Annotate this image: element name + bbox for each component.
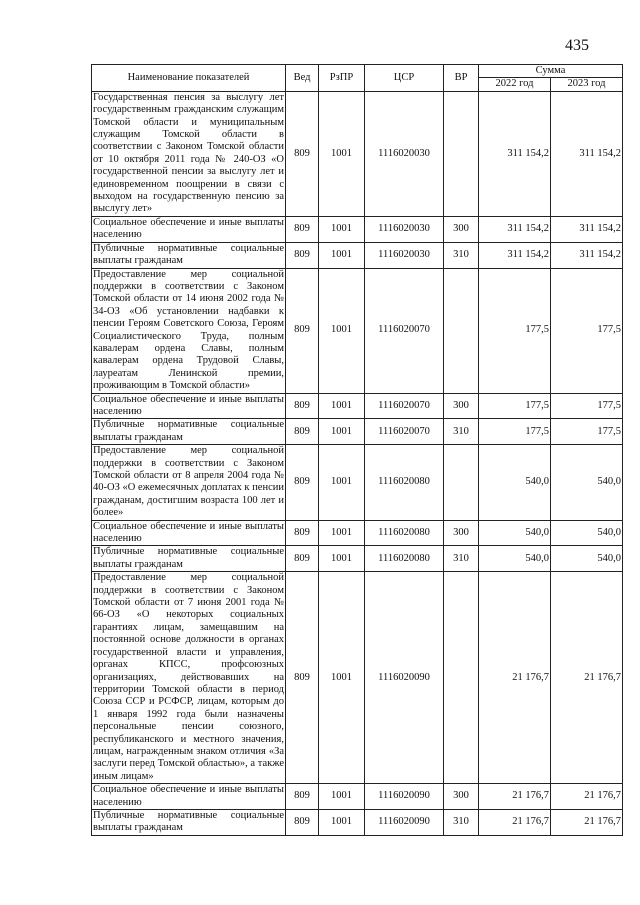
row-amount-2022: 21 176,7 [479,572,551,784]
row-vr [444,91,479,216]
table-row [92,445,623,520]
row-amount-2023: 311 154,2 [551,91,623,216]
row-ved: 809 [286,419,319,445]
header-vr: ВР [444,65,479,92]
table-row [92,393,623,419]
table-row [92,91,623,216]
row-rzpr: 1001 [319,546,365,572]
row-vr: 300 [444,784,479,810]
row-vr [444,445,479,520]
row-ved: 809 [286,216,319,242]
row-csr: 1116020030 [365,91,444,216]
row-rzpr: 1001 [319,809,365,835]
row-vr: 310 [444,242,479,268]
row-amount-2022: 540,0 [479,520,551,546]
row-vr: 310 [444,419,479,445]
row-name: Публичные нормативные социальные выплаты гражданам [93,809,284,834]
table-row [92,216,623,242]
row-amount-2023: 21 176,7 [551,572,623,784]
row-csr: 1116020030 [365,242,444,268]
row-amount-2023: 540,0 [551,445,623,520]
header-csr: ЦСР [365,65,444,92]
row-rzpr: 1001 [319,445,365,520]
row-csr: 1116020080 [365,445,444,520]
row-rzpr: 1001 [319,520,365,546]
row-ved: 809 [286,242,319,268]
row-name: Социальное обеспечение и иные выплаты населению [93,784,284,808]
row-csr: 1116020070 [365,268,444,393]
row-amount-2022: 540,0 [479,445,551,520]
row-amount-2023: 311 154,2 [551,216,623,242]
row-amount-2022: 177,5 [479,268,551,393]
row-amount-2023: 177,5 [551,419,623,445]
row-csr: 1116020030 [365,216,444,242]
table-row [92,809,623,835]
header-name: Наименование показателей [92,65,286,92]
table-row [92,784,623,810]
row-amount-2022: 21 176,7 [479,809,551,835]
row-csr: 1116020090 [365,784,444,810]
row-ved: 809 [286,572,319,784]
row-csr: 1116020070 [365,393,444,419]
row-name: Социальное обеспечение и иные выплаты населению [93,393,284,417]
row-vr [444,572,479,784]
row-amount-2023: 540,0 [551,520,623,546]
row-vr: 310 [444,809,479,835]
row-amount-2023: 21 176,7 [551,809,623,835]
table-row [92,520,623,546]
row-csr: 1116020090 [365,572,444,784]
row-ved: 809 [286,91,319,216]
table-row [92,419,623,445]
row-name: Социальное обеспечение и иные выплаты населению [93,520,284,545]
row-amount-2022: 311 154,2 [479,242,551,268]
row-amount-2022: 177,5 [479,419,551,445]
row-amount-2022: 540,0 [479,546,551,572]
row-name: Публичные нормативные социальные выплаты гражданам [93,242,284,267]
table-row [92,242,623,268]
row-vr: 300 [444,520,479,546]
row-amount-2023: 540,0 [551,546,623,572]
row-name: Государственная пенсия за выслугу лет государственным гражданским служащим Томской области и муниципальным служащим Томской области в соответствии с Законом Томской области от 10 октября 2011 года № 240-ОЗ «О государственной пенсии за выслугу лет и единовременном поощрении в связи с выходом на государственную пенсию за выслугу лет» [93,91,284,215]
row-vr: 310 [444,546,479,572]
page-number: 435 [565,37,589,54]
row-ved: 809 [286,393,319,419]
row-ved: 809 [286,809,319,835]
header-year-2023: 2023 год [551,78,623,91]
row-rzpr: 1001 [319,242,365,268]
row-vr [444,268,479,393]
row-rzpr: 1001 [319,419,365,445]
header-rzpr: РзПР [319,65,365,92]
row-rzpr: 1001 [319,784,365,810]
row-rzpr: 1001 [319,216,365,242]
row-amount-2022: 311 154,2 [479,216,551,242]
table-row [92,546,623,572]
row-name: Предоставление мер социальной поддержки в соответствии с Законом Томской области от 8 апреля 2004 года № 40-ОЗ «О ежемесячных доплатах к пенсии гражданам, достигшим возраста 100 лет и более» [93,445,284,519]
row-amount-2022: 21 176,7 [479,784,551,810]
budget-table [91,64,623,836]
row-amount-2023: 21 176,7 [551,784,623,810]
row-name: Публичные нормативные социальные выплаты гражданам [93,546,284,570]
header-sum: Сумма [479,65,623,78]
row-amount-2022: 311 154,2 [479,91,551,216]
row-ved: 809 [286,445,319,520]
row-csr: 1116020090 [365,809,444,835]
row-csr: 1116020080 [365,520,444,546]
row-name: Предоставление мер социальной поддержки в соответствии с Законом Томской области от 14 июня 2002 года № 34-ОЗ «Об установлении надбавки к пенсии Героям Советского Союза, Героям Социалистического Труда, полным кавалерам ордена Славы, полным кавалерам ордена Трудовой Славы, лауреатам Ленинской премии, проживающим в Томской области» [93,268,284,392]
row-amount-2022: 177,5 [479,393,551,419]
row-rzpr: 1001 [319,268,365,393]
row-name: Социальное обеспечение и иные выплаты населению [93,216,284,241]
row-ved: 809 [286,546,319,572]
row-amount-2023: 311 154,2 [551,242,623,268]
header-year-2022: 2022 год [479,78,551,91]
table-body [92,91,623,835]
row-rzpr: 1001 [319,572,365,784]
row-vr: 300 [444,393,479,419]
row-amount-2023: 177,5 [551,268,623,393]
header-ved: Вед [286,65,319,92]
row-rzpr: 1001 [319,393,365,419]
row-name: Публичные нормативные социальные выплаты гражданам [93,419,284,443]
row-ved: 809 [286,784,319,810]
row-name: Предоставление мер социальной поддержки в соответствии с Законом Томской области от 7 июня 2001 года № 66-ОЗ «О некоторых социальных гарантиях лицам, замещавшим на постоянной основе должности в органах государственной власти и управления, органах КПСС, профсоюзных организациях, действовавших на территории Томской области в период Союза ССР и РСФСР, лицам, которым до 1 января 1992 года были назначены персональные пенсии союзного, республиканского и местного значения, лицам, награжденным знаком отличия «За заслуги перед Томской областью», а также иным лицам» [93,572,284,782]
row-csr: 1116020070 [365,419,444,445]
table-row [92,268,623,393]
row-rzpr: 1001 [319,91,365,216]
row-ved: 809 [286,520,319,546]
row-amount-2023: 177,5 [551,393,623,419]
row-vr: 300 [444,216,479,242]
table-row [92,572,623,784]
row-csr: 1116020080 [365,546,444,572]
row-ved: 809 [286,268,319,393]
